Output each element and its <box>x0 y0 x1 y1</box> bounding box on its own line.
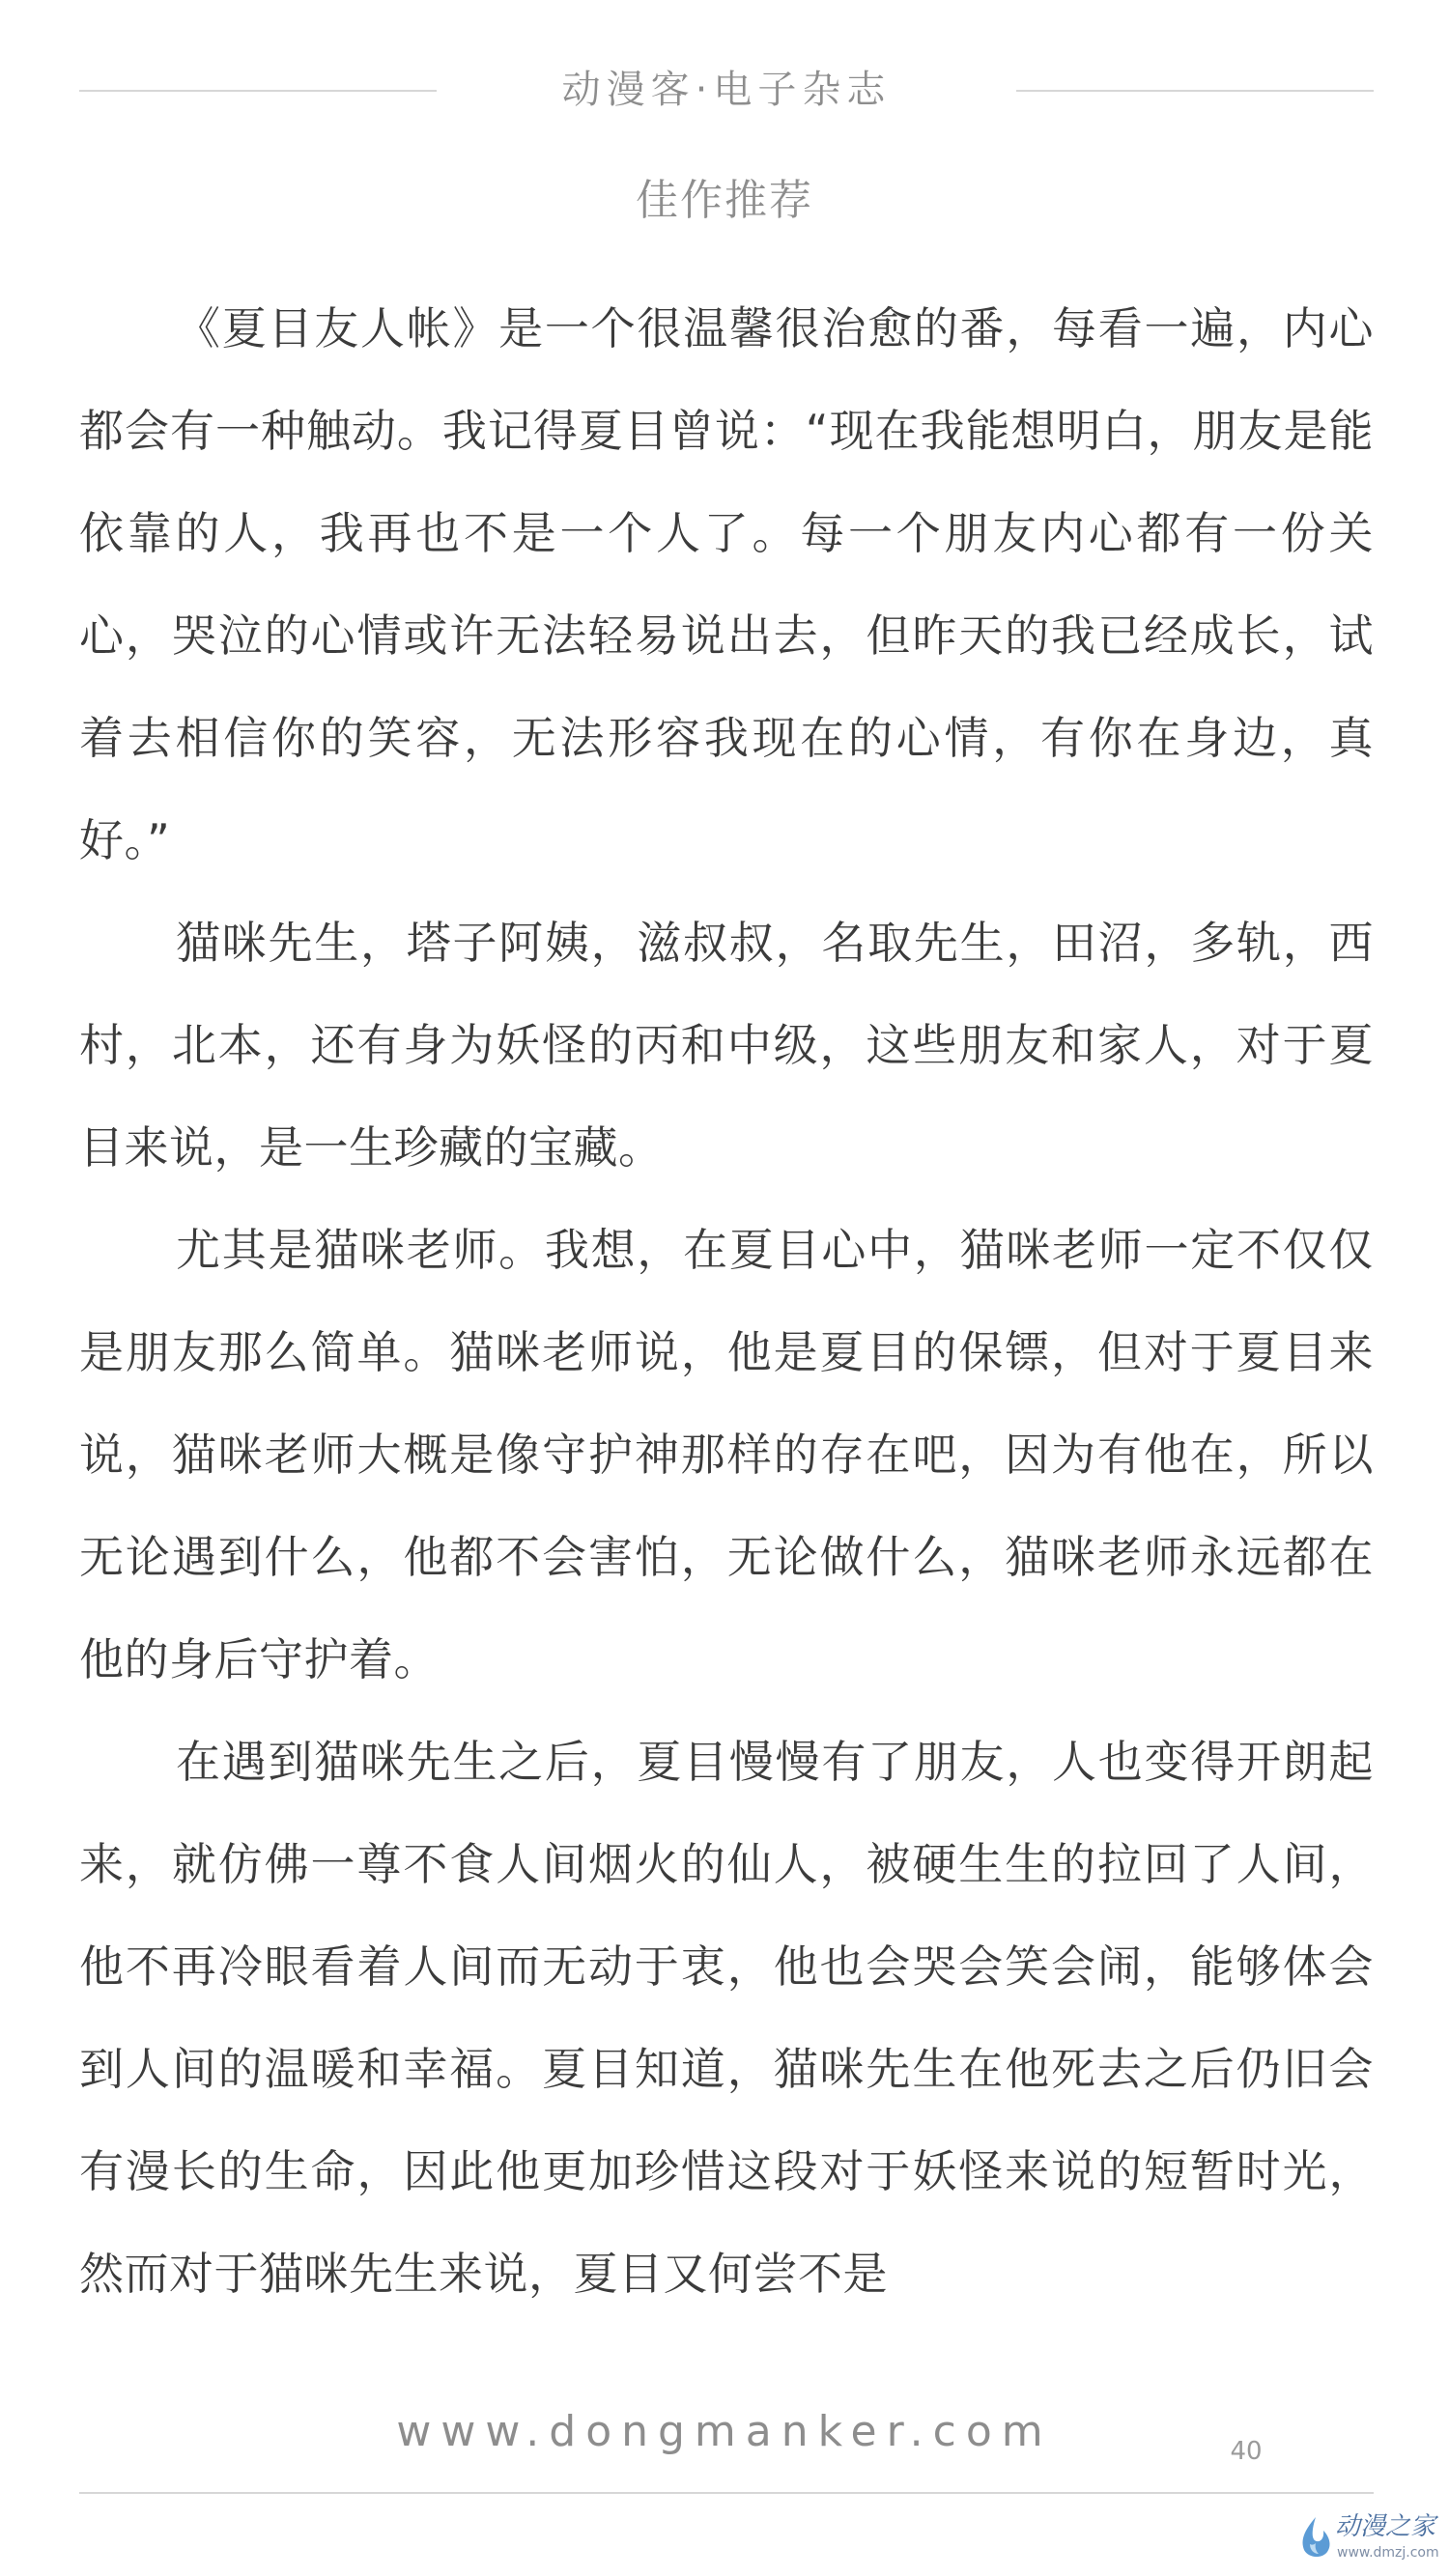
site-watermark <box>1294 2509 1439 2567</box>
article-body <box>79 277 1374 2325</box>
header-divider-right <box>1016 90 1374 92</box>
article-paragraph: 《夏目友人帐》是一个很温馨很治愈的番，每看一遍，内心都会有一种触动。我记得夏目曾说：“现在我能想明白，朋友是能依靠的人，我再也不是一个人了。每一个朋友内心都有一份关心，哭泣的心情或许无法轻易说出去，但昨天的我已经成长，试着去相信你的笑容，无法形容我现在的心情，有你在身边，真好。” <box>79 302 1374 866</box>
article-paragraph: 猫咪先生，塔子阿姨，滋叔叔，名取先生，田沼，多轨，西村，北本，还有身为妖怪的丙和中级，这些朋友和家人，对于夏目来说，是一生珍藏的宝藏。 <box>79 917 1374 1174</box>
footer-divider <box>79 2492 1374 2494</box>
magazine-header <box>0 53 1449 130</box>
page-number: 40 <box>1230 2437 1263 2466</box>
flame-logo-icon <box>1296 2515 1333 2560</box>
watermark-site-url: www.dmzj.com <box>1337 2545 1439 2561</box>
magazine-title: 动漫客·电子杂志 <box>561 68 892 112</box>
article-paragraph: 尤其是猫咪老师。我想，在夏目心中，猫咪老师一定不仅仅是朋友那么简单。猫咪老师说，他是夏目的保镖，但对于夏目来说，猫咪老师大概是像守护神那样的存在吧，因为有他在，所以无论遇到什么，他都不会害怕，无论做什么，猫咪老师永远都在他的身后守护着。 <box>79 1224 1374 1685</box>
article-paragraph: 在遇到猫咪先生之后，夏目慢慢有了朋友，人也变得开朗起来，就仿佛一尊不食人间烟火的仙人，被硬生生的拉回了人间，他不再冷眼看着人间而无动于衷，他也会哭会笑会闹，能够体会到人间的温暖和幸福。夏目知道，猫咪先生在他死去之后仍旧会有漫长的生命，因此他更加珍惜这段对于妖怪来说的短暂时光，然而对于猫咪先生来说，夏目又何尝不是 <box>79 1736 1374 2300</box>
section-title: 佳作推荐 <box>636 176 813 225</box>
header-divider-left <box>79 90 437 92</box>
watermark-site-name: 动漫之家 <box>1335 2512 1436 2541</box>
footer-website-url: www.dongmanker.com <box>396 2407 1053 2456</box>
